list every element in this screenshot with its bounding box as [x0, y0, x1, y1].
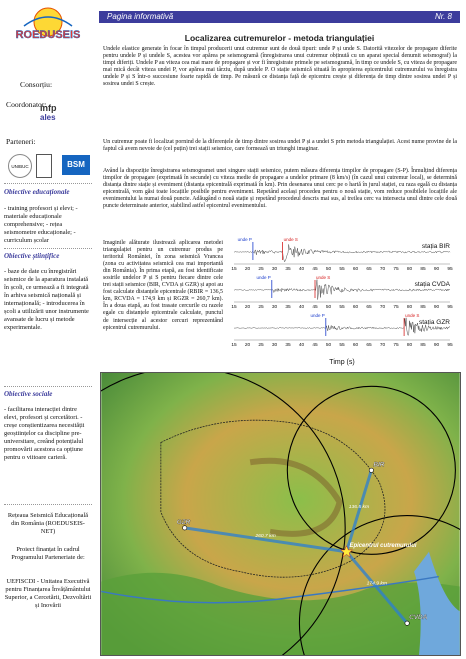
- time-tick-label: 85: [420, 305, 426, 310]
- divider: [4, 386, 92, 387]
- time-tick-label: 65: [366, 343, 372, 348]
- issue-number: Nr. 8: [434, 12, 452, 21]
- time-tick-label: 65: [366, 305, 372, 310]
- coordinator-label: Coordonator:: [6, 100, 47, 109]
- header-title: Pagina informativă: [107, 12, 174, 21]
- time-tick-label: 75: [393, 343, 399, 348]
- funder-text: UEFISCDI - Unitatea Executivă pentru Finanțarea Învățământului Superior, a Cercetării, Dezvoltării și Inovării: [4, 578, 92, 609]
- station-marker: [405, 621, 409, 625]
- radius-label: 136.5 km: [348, 505, 370, 511]
- radius-label: 174.9 km: [366, 581, 388, 587]
- time-tick-label: 20: [244, 267, 251, 272]
- partner-logo-unibuc: UNIBUC: [8, 154, 32, 178]
- time-tick-label: 35: [285, 305, 291, 310]
- time-tick-label: 30: [271, 343, 278, 348]
- consortium-label: Consorțiu:: [20, 80, 53, 89]
- network-text: Rețeaua Seismică Educațională din România (ROEDUSEIS-NET): [7, 512, 89, 535]
- sidebar: [0, 0, 96, 659]
- s-wave-label: unde S: [405, 313, 420, 318]
- sci-objectives-text: - baze de date cu înregistrări seismice de la aparatura instalată în școli, ce urmează a fi integrată în arhiva seismică națională și internațională; - introducerea în școli a utilizării unor instrumente avansate de lucru și metode experimentale.: [4, 268, 89, 331]
- time-tick-label: 40: [298, 267, 305, 272]
- time-tick-label: 90: [433, 267, 440, 272]
- time-tick-label: 30: [271, 305, 278, 310]
- s-wave-label: unde S: [283, 237, 298, 242]
- partner-logo-shield: [36, 154, 52, 178]
- edu-objectives-text: - training profesori și elevi; - materiale educaționale comprehensive; - rețea seismometre educaționale; - curriculum școlar: [4, 205, 78, 244]
- time-tick-label: 45: [312, 343, 318, 348]
- time-tick-label: 95: [447, 343, 453, 348]
- time-tick-label: 40: [298, 305, 305, 310]
- time-tick-label: 25: [258, 267, 264, 272]
- time-axis-label: Timp (s): [329, 359, 355, 366]
- time-tick-label: 75: [393, 267, 399, 272]
- station-code-label: CVDA: [409, 614, 428, 622]
- soc-objectives-text: - facilitarea interacției dintre elevi, profesori și cercetători. - creșe conștientizarea necesității geoștiințelor ca discipline pre-universitare, creând potențialul promovării acestora ca opțiune pentru o viitoare carieră.: [4, 406, 85, 461]
- time-tick-label: 25: [258, 343, 264, 348]
- station-marker: [369, 468, 373, 472]
- time-tick-label: 50: [325, 267, 332, 272]
- time-tick-label: 15: [231, 343, 237, 348]
- time-tick-label: 60: [352, 343, 359, 348]
- time-tick-label: 95: [447, 305, 453, 310]
- edu-objectives-title: Obiective educaționale: [4, 188, 70, 196]
- station-marker: [182, 526, 186, 530]
- partner-logo-bsm: BSM: [62, 155, 90, 175]
- time-tick-label: 55: [339, 305, 345, 310]
- time-tick-label: 80: [406, 343, 413, 348]
- time-tick-label: 70: [379, 267, 386, 272]
- time-tick-label: 20: [244, 343, 251, 348]
- time-tick-label: 65: [366, 267, 372, 272]
- time-tick-label: 95: [447, 267, 453, 272]
- divider: [4, 504, 92, 505]
- s-wave-label: unde S: [316, 275, 331, 280]
- time-tick-label: 20: [244, 305, 251, 310]
- station-code-label: BIR: [373, 461, 385, 469]
- paragraph-1: Undele elastice generate în focar în timpul producerii unui cutremur sunt de două tipuri: unde P și unde S. Datorită vitezelor de propagare diferite pentru undele P și undele S, acestea vor apărea pe seismogramă (înregistrarea unui cutremur obținută cu un aparat special denumit seismograf) la timpi diferiți. Undele P au viteza cea mai mare de propagare și vor fi înregistrate primele pe seismogramă, în timp ce undele S, cu viteza de propagare mai mică decât viteza undei P, vor apărea mai târziu, după undele P. O stație seismică situată în apropierea epicentrului cutremurului va înregistra undele P și S într-o succesiune foarte rapidă de timp. Pe măsură ce distanța față de epicentru crește și diferența de timp dintre sosirea undei P și sosirea undei S crește.: [103, 46, 457, 88]
- p-wave-label: unde P: [237, 237, 252, 242]
- time-tick-label: 60: [352, 305, 359, 310]
- station-label: stația GZR: [418, 319, 450, 326]
- time-tick-label: 80: [406, 267, 413, 272]
- time-tick-label: 15: [231, 305, 237, 310]
- time-tick-label: 40: [298, 343, 305, 348]
- time-tick-label: 45: [312, 305, 318, 310]
- epicenter-label: Epicentrul cutremurului: [349, 542, 417, 549]
- epicenter-map: [100, 372, 461, 656]
- time-tick-label: 90: [433, 343, 440, 348]
- roeduseis-logo: [4, 6, 92, 52]
- station-code-label: GZR: [176, 518, 191, 526]
- paragraph-4: Imaginile alăturate ilustrează aplicarea metodei triangulației pentru un cutremur produs pe teritoriul României, în zona seismică Vrancea (zona cu activitatea seismică cea mai importantă din România). În prima etapă, au fost identificate sosirile undelor P și S pentru fiecare dintre cele trei stații seismice (BIR, CVDA și GZR) și apoi au fost calculate distanțele epicentrale (RBIR = 136,5 km, RCVDA = 174,9 km și RGZR = 260,7 km). În a doua etapă, au fost trasate cercurile cu razele egale cu distanțele epicentrale calculate, punctul de intersecție al acestor cercuri reprezentând epicentrul cutremurului.: [103, 240, 223, 331]
- time-tick-label: 15: [231, 267, 237, 272]
- time-tick-label: 55: [339, 267, 345, 272]
- time-tick-label: 45: [312, 267, 318, 272]
- divider: [4, 183, 92, 184]
- funded-text: Proiect finanțat în cadrul Programului Parteneriate de:: [11, 546, 85, 561]
- p-wave-label: unde P: [310, 313, 325, 318]
- time-tick-label: 55: [339, 343, 345, 348]
- sci-objectives-title: Obiective științifice: [4, 252, 60, 260]
- time-tick-label: 75: [393, 305, 399, 310]
- logo-text: ROEDUSEIS: [15, 29, 81, 41]
- time-tick-label: 85: [420, 343, 426, 348]
- seismograms: [224, 236, 460, 366]
- p-wave-label: unde P: [256, 275, 271, 280]
- time-tick-label: 35: [285, 343, 291, 348]
- time-tick-label: 25: [258, 305, 264, 310]
- coordinator-logo: infp ales: [40, 103, 57, 122]
- seismogram-trace: [234, 244, 450, 261]
- seismogram-trace: [234, 318, 450, 336]
- time-tick-label: 30: [271, 267, 278, 272]
- partners-label: Parteneri:: [6, 137, 36, 146]
- station-label: stația CVDA: [414, 281, 450, 288]
- soc-objectives-title: Obiective sociale: [4, 390, 53, 398]
- time-tick-label: 70: [379, 305, 386, 310]
- article-title: Localizarea cutremurelor - metoda triangulației: [184, 33, 375, 43]
- divider: [4, 248, 92, 249]
- paragraph-3: Având la dispoziție înregistrarea seismogramei unei singure stații seismice, putem măsura diferența timpilor de propagare (S-P). Înmulțind diferența timpilor de propagare (exprimată în secunde) cu viteza medie de propagare a undelor primare (8 km/s) (în cazul unui cutremur local), se determină distanța dintre stație și eveniment (distanța epicentrală exprimată în km). Prin desenarea unui cerc pe o hartă în jurul stației, cu raza egală cu distanța epicentrală, vom găsi toate locațiile posibile pentru eveniment. Repetând același procedeu pentru o nouă stație, vom reduce posibilele locațiile ale evenimentului la numai două puncte. Adăugând o nouă stație și repetând procedeul descris mai sus, al treilea cerc va intersecta unul dintre cele două puncte determinate anterior, stabilind astfel epicentrul evenimentului.: [103, 168, 457, 210]
- time-tick-label: 90: [433, 305, 440, 310]
- radius-label: 260.7 km: [255, 533, 276, 539]
- time-tick-label: 35: [285, 267, 291, 272]
- time-tick-label: 85: [420, 267, 426, 272]
- page-header: [99, 11, 460, 23]
- time-tick-label: 70: [379, 343, 386, 348]
- time-tick-label: 80: [406, 305, 413, 310]
- paragraph-2: Un cutremur poate fi localizat pornind de la diferențele de timp dintre sosirea undei P și a undei S prin metoda triangulației. Acest nume provine de la faptul că avem nevoie de (cel puțin) trei stații seismice, care formează un triunghi imaginar.: [103, 139, 457, 153]
- time-tick-label: 60: [352, 267, 359, 272]
- time-tick-label: 50: [325, 343, 332, 348]
- time-tick-label: 50: [325, 305, 332, 310]
- station-label: stația BIR: [421, 243, 450, 250]
